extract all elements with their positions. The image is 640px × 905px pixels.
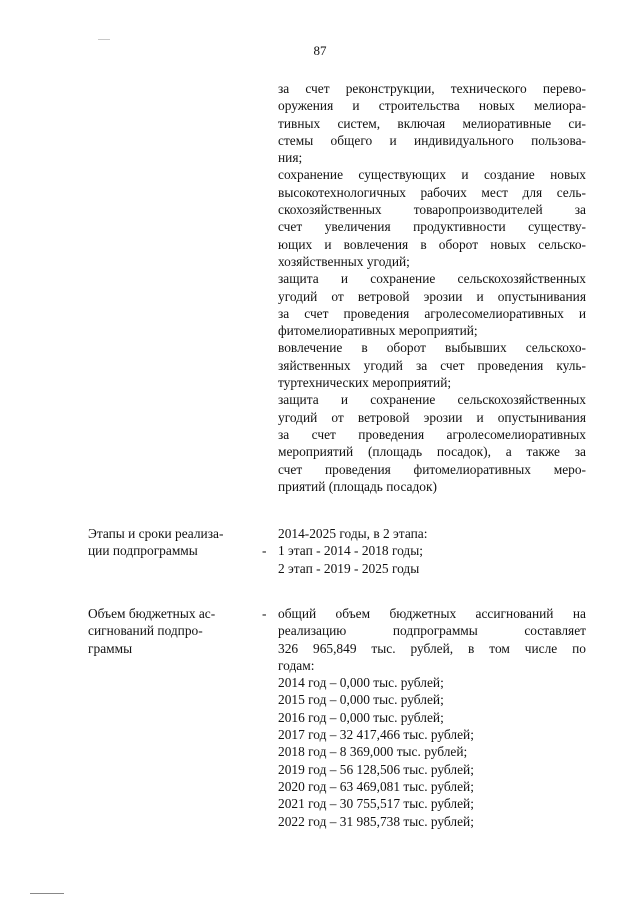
budget-year-line: 2016 год – 0,000 тыс. рублей; [278, 709, 444, 725]
goals-line: счет увеличения продуктивности существу- [278, 219, 586, 235]
goals-line: фитомелиоративных мероприятий; [278, 323, 478, 339]
stages-value-line: 2 этап - 2019 - 2025 годы [278, 560, 420, 576]
budget-intro-line: 326 965,849 тыс. рублей, в том числе по [278, 640, 586, 656]
goals-line: высокотехнологичных рабочих мест для сель- [278, 184, 586, 200]
page-number: 87 [313, 43, 327, 58]
goals-line: защита и сохранение сельскохозяйственных [278, 392, 586, 408]
goals-line: оружения и строительства новых мелиора- [278, 98, 586, 114]
goals-line: вовлечение в оборот выбывших сельскохо- [278, 340, 586, 356]
budget-year-line: 2019 год – 56 128,506 тыс. рублей; [278, 761, 474, 777]
goals-line: счет проведения фитомелиоративных меро- [278, 461, 586, 477]
budget-year-line: 2015 год – 0,000 тыс. рублей; [278, 692, 444, 708]
goals-line: угодий от ветровой эрозии и опустынивания [278, 288, 586, 304]
budget-label [88, 605, 258, 657]
budget-label-line: Объем бюджетных ас- [88, 606, 216, 621]
goals-line: за счет проведения агролесомелиоративных [278, 426, 586, 442]
budget-year-line: 2014 год – 0,000 тыс. рублей; [278, 675, 444, 691]
stages-label-line: ции подпрограммы [88, 543, 198, 559]
goals-text [278, 80, 586, 495]
budget-intro-line: общий объем бюджетных ассигнований на [278, 606, 586, 621]
goals-line: скохозяйственных товаропроизводителей за [278, 202, 586, 218]
budget-year-line: 2020 год – 63 469,081 тыс. рублей; [278, 778, 474, 794]
stages-value-line: 1 этап - 2014 - 2018 годы; [278, 543, 423, 559]
scan-mark [98, 39, 110, 40]
stages-value [278, 525, 586, 577]
goals-line: защита и сохранение сельскохозяйственных [278, 271, 586, 287]
goals-line: тивных систем, включая мелиоративные си- [278, 115, 586, 131]
stages-dash: - [262, 543, 267, 558]
scan-mark [30, 893, 64, 894]
goals-line: за счет реконструкции, технического перево- [278, 81, 586, 96]
goals-line: мероприятий (площадь посадок), а также за [278, 444, 586, 460]
goals-line: ния; [278, 150, 303, 166]
budget-label-line: граммы [88, 640, 133, 656]
goals-line: стемы общего и индивидуального пользова- [278, 132, 586, 148]
budget-dash: - [262, 606, 267, 621]
budget-year-line: 2017 год – 32 417,466 тыс. рублей; [278, 727, 474, 743]
budget-year-line: 2018 год – 8 369,000 тыс. рублей; [278, 744, 468, 760]
budget-value [278, 605, 586, 830]
budget-year-line: 2021 год – 30 755,517 тыс. рублей; [278, 796, 474, 812]
goals-line: приятий (площадь посадок) [278, 478, 437, 494]
goals-line: туртехнических мероприятий; [278, 375, 452, 391]
stages-label-line: Этапы и сроки реализа- [88, 526, 224, 541]
goals-line: угодий от ветровой эрозии и опустынивания [278, 409, 586, 425]
stages-value-line: 2014-2025 годы, в 2 этапа: [278, 526, 428, 541]
budget-intro-line: годам: [278, 657, 315, 673]
goals-line: за счет проведения агролесомелиоративных и [278, 305, 586, 321]
budget-year-line: 2022 год – 31 985,738 тыс. рублей; [278, 813, 474, 829]
budget-intro-line: реализацию подпрограммы составляет [278, 623, 586, 639]
budget-label-line: сигнований подпро- [88, 623, 203, 639]
goals-line: ющих и вовлечения в оборот новых сельско- [278, 236, 586, 252]
goals-line: зяйственных угодий за счет проведения куль- [278, 357, 586, 373]
goals-line: хозяйственных угодий; [278, 253, 410, 269]
stages-label [88, 525, 258, 560]
goals-line: сохранение существующих и создание новых [278, 167, 586, 183]
